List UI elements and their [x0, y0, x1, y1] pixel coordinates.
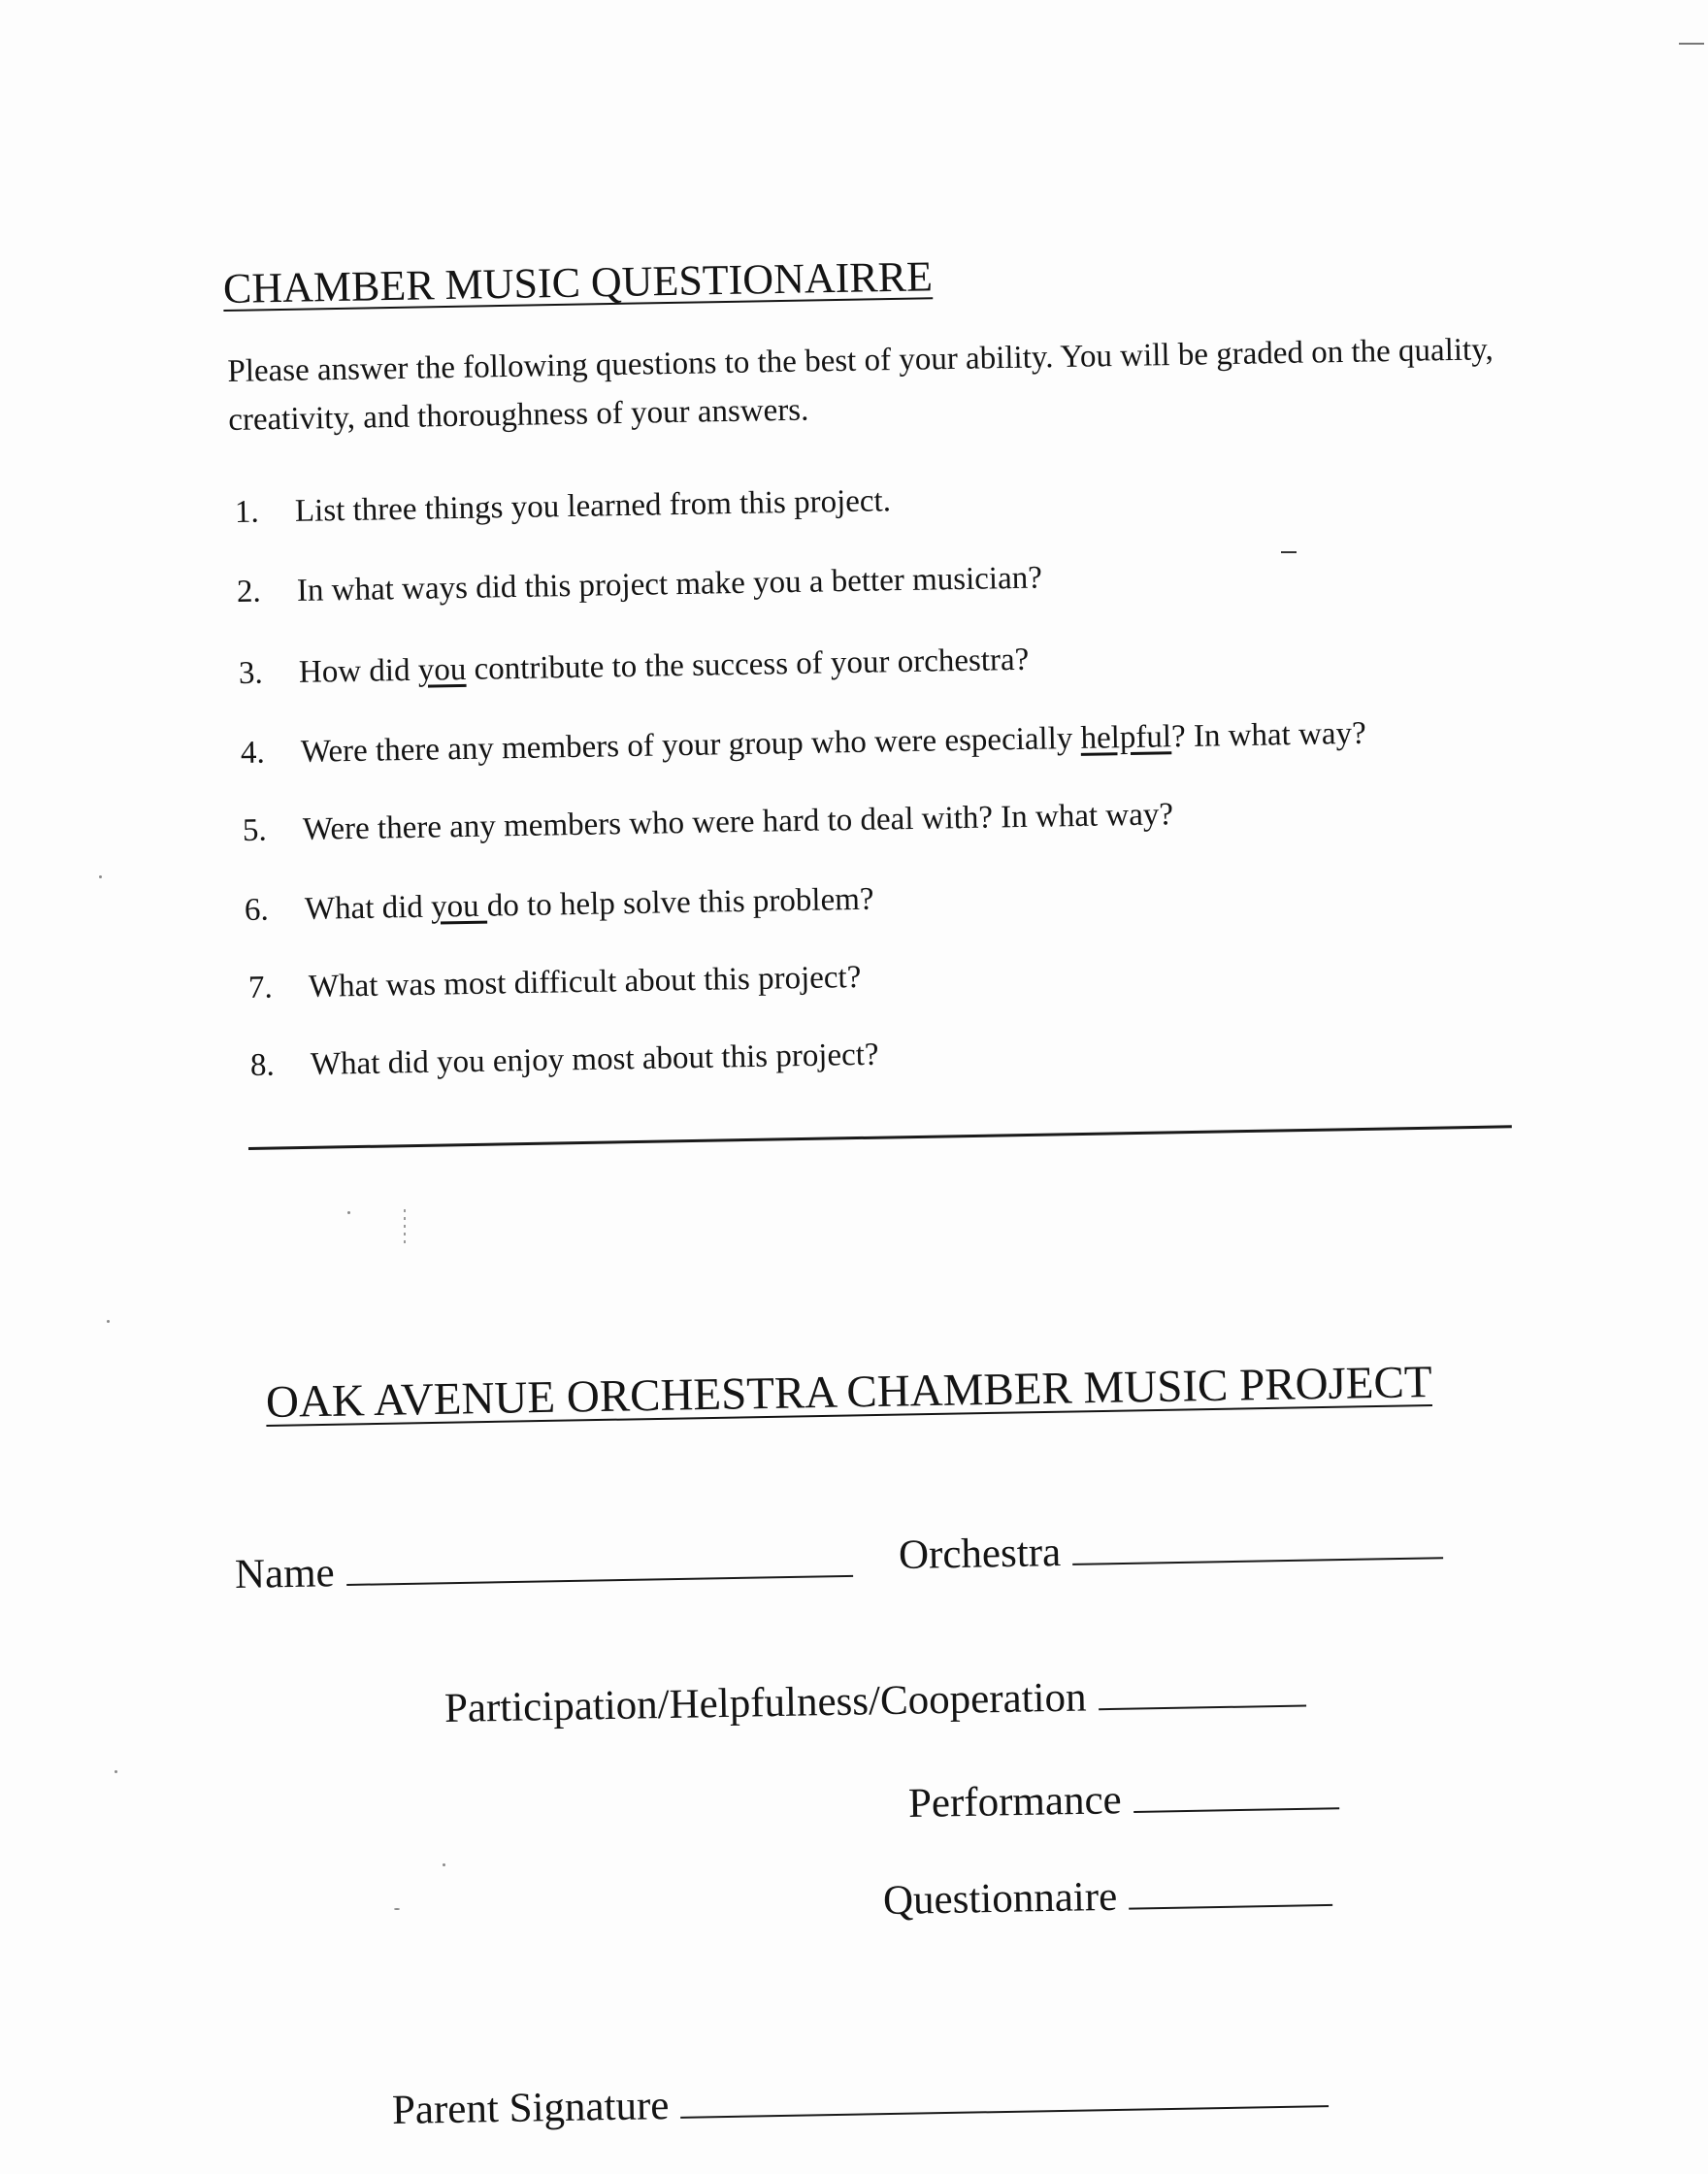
question-text: In what ways did this project make you a better musician?: [296, 560, 1043, 609]
emphasized-word: helpful: [1080, 719, 1172, 756]
speck: [443, 1863, 445, 1866]
parent-signature-field: [392, 2070, 1330, 2134]
questionnaire-instructions: Please answer the following questions to the best of your ability. You will be graded on the quality, creativity, and thoroughness of your answers.: [227, 332, 1494, 438]
question-text: What was most difficult about this project?: [308, 959, 862, 1005]
question-text: do to help solve this problem?: [486, 881, 874, 924]
participation-field: [444, 1670, 1306, 1732]
question-text: Were there any members of your group who were especially: [300, 720, 1081, 770]
questionnaire-label: Questionnaire: [882, 1873, 1118, 1924]
question-text: ? In what way?: [1170, 715, 1366, 755]
question-number: 5.: [242, 812, 268, 848]
name-blank[interactable]: [346, 1574, 853, 1586]
question-text: How did: [298, 652, 419, 690]
question-number: 7.: [247, 970, 274, 1005]
speck: [107, 1320, 110, 1323]
question-3: [239, 642, 1030, 692]
question-text: Were there any members who were hard to deal with? In what way?: [302, 797, 1174, 847]
question-text: What did you enjoy most about this project?: [310, 1037, 879, 1082]
name-field: [235, 1540, 853, 1598]
emphasized-word: you: [430, 888, 488, 925]
performance-label: Performance: [907, 1777, 1123, 1827]
emphasized-word: you: [417, 651, 467, 688]
question-4: [241, 716, 1366, 772]
participation-label: Participation/Helpfulness/Cooperation: [443, 1674, 1087, 1731]
questionnaire-blank[interactable]: [1129, 1903, 1332, 1910]
stray-mark: [1281, 551, 1297, 553]
performance-field: [908, 1772, 1339, 1828]
questionnaire-title: CHAMBER MUSIC QUESTIONAIRRE: [222, 252, 934, 313]
question-text: What did: [304, 889, 432, 927]
question-number: 1.: [234, 494, 260, 530]
questionnaire-field: [883, 1869, 1333, 1925]
question-number: 8.: [249, 1047, 276, 1083]
project-title: OAK AVENUE ORCHESTRA CHAMBER MUSIC PROJECT: [265, 1357, 1433, 1428]
question-2: [237, 561, 1042, 610]
question-1: [235, 483, 892, 531]
question-8: [250, 1038, 879, 1084]
divider-line: [248, 1125, 1512, 1150]
orchestra-field: [899, 1522, 1444, 1579]
performance-blank[interactable]: [1133, 1806, 1339, 1813]
speck: [394, 1908, 400, 1910]
orchestra-blank[interactable]: [1072, 1556, 1443, 1565]
question-7: [248, 960, 862, 1006]
speck: [347, 1211, 350, 1214]
question-text: List three things you learned from this project.: [294, 483, 892, 529]
orchestra-label: Orchestra: [898, 1530, 1062, 1578]
question-6: [245, 882, 874, 929]
question-number: 4.: [240, 735, 266, 771]
parent-signature-blank[interactable]: [681, 2104, 1330, 2119]
participation-blank[interactable]: [1099, 1704, 1306, 1711]
question-text: contribute to the success of your orchestra?: [465, 642, 1030, 687]
name-label: Name: [234, 1550, 336, 1598]
question-number: 2.: [236, 574, 262, 609]
question-number: 6.: [244, 892, 270, 928]
speck: [115, 1770, 117, 1773]
speck: [404, 1209, 406, 1248]
question-number: 3.: [238, 655, 264, 691]
parent-signature-label: Parent Signature: [391, 2083, 670, 2133]
question-5: [243, 797, 1174, 849]
scan-mark: [1679, 43, 1704, 45]
speck: [99, 875, 102, 878]
